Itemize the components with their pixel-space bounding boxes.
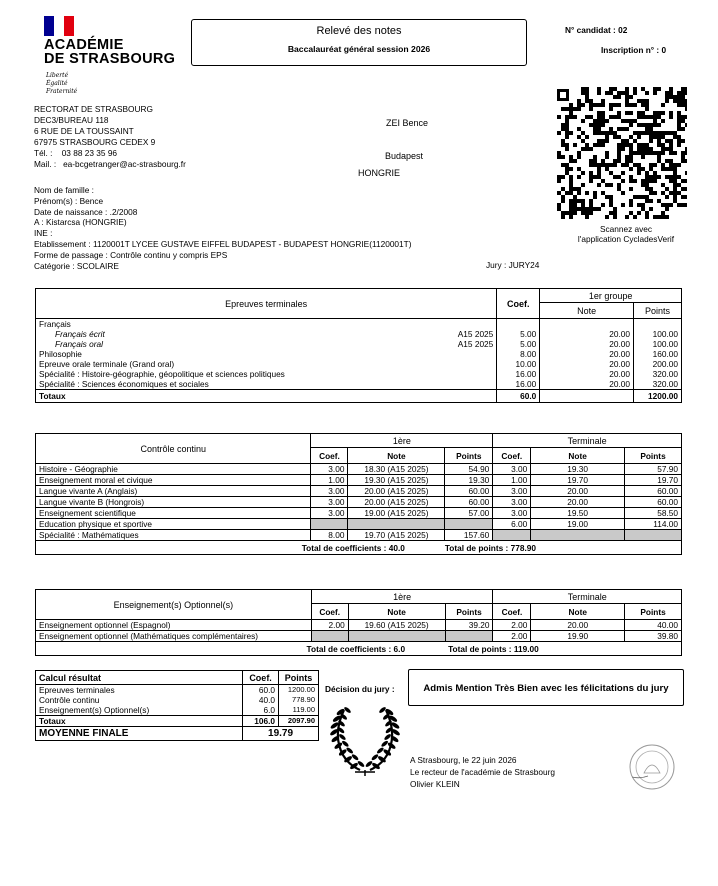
exam-label xyxy=(36,349,497,359)
first-year-coef xyxy=(311,631,348,642)
table-row xyxy=(36,475,682,486)
jury-decision-label: Décision du jury : xyxy=(325,684,395,694)
exam-coef: 8.00 xyxy=(497,349,540,359)
first-year-coef: 1.00 xyxy=(311,475,348,486)
exam-coef: 5.00 xyxy=(497,339,540,349)
calc-points-header: Points xyxy=(284,672,313,683)
exam-name: Epreuve orale terminale (Grand oral) xyxy=(39,359,175,369)
opt-header: Enseignement(s) Optionnel(s) xyxy=(36,590,312,620)
terminale-coef: 3.00 xyxy=(493,497,531,508)
exam-note: 20.00 xyxy=(540,359,634,369)
subject-label: Enseignement scientifique xyxy=(36,508,311,519)
opt-first-year: 1ère xyxy=(311,590,493,604)
first-year-note: 20.00 (A15 2025) xyxy=(348,486,445,497)
table-row xyxy=(36,379,682,390)
terminale-note xyxy=(531,530,625,541)
terminale-coef: 1.00 xyxy=(493,475,531,486)
terminale-note: 20.00 xyxy=(531,620,625,631)
terminale-note: 19.90 xyxy=(531,631,625,642)
first-year-points: 19.30 xyxy=(445,475,493,486)
jury-id: Jury : JURY24 xyxy=(486,260,540,270)
opt-terminale: Terminale xyxy=(493,590,682,604)
exam-note: 20.00 xyxy=(540,339,634,349)
cc-points2: Points xyxy=(625,448,682,464)
exam-label xyxy=(36,369,497,379)
first-year-note: 19.60 (A15 2025) xyxy=(348,620,445,631)
opt-total-points: Total de points : 119.00 xyxy=(448,643,539,654)
terminale-note: 19.30 xyxy=(531,464,625,475)
table-row xyxy=(36,631,682,642)
opt-points1: Points xyxy=(445,604,493,620)
first-year-note: 18.30 (A15 2025) xyxy=(348,464,445,475)
note-header: Note xyxy=(540,303,634,319)
subject-label: Enseignement optionnel (Mathématiques complémentaires) xyxy=(36,631,312,642)
exam-label xyxy=(36,339,497,349)
exam-points: 100.00 xyxy=(652,339,678,349)
official-seal-icon xyxy=(628,743,676,791)
subject-label: Langue vivante B (Hongrois) xyxy=(36,497,311,508)
signature-block: A Strasbourg, le 22 juin 2026 Le recteur de l'académie de Strasbourg Olivier KLEIN xyxy=(410,755,556,789)
first-year-note xyxy=(348,519,445,530)
terminale-points: 114.00 xyxy=(653,519,678,529)
calc-coef: 60.0 xyxy=(243,685,279,696)
opt-note2: Note xyxy=(531,604,625,620)
first-year-coef: 3.00 xyxy=(311,508,348,519)
terminale-points: 19.70 xyxy=(657,475,678,485)
table-row xyxy=(36,486,682,497)
exam-note: 20.00 xyxy=(540,379,634,390)
first-year-note: 19.70 (A15 2025) xyxy=(348,530,445,541)
calc-label: Contrôle continu xyxy=(36,695,243,705)
terminale-points: 57.90 xyxy=(657,464,678,474)
calc-label: Epreuves terminales xyxy=(36,685,243,696)
subject-label: Enseignement moral et civique xyxy=(36,475,311,486)
exam-name: Français xyxy=(39,319,71,329)
qr-code xyxy=(557,87,687,219)
exam-note: 20.00 xyxy=(540,329,634,339)
calc-points: 119.00 xyxy=(292,705,315,714)
calc-total-coef: 106.0 xyxy=(243,716,279,727)
document-title-box xyxy=(191,19,527,66)
exam-coef: 10.00 xyxy=(497,359,540,369)
table-row xyxy=(36,464,682,475)
subject-label: Langue vivante A (Anglais) xyxy=(36,486,311,497)
calc-label: Enseignement(s) Optionnel(s) xyxy=(36,705,243,716)
cc-note2: Note xyxy=(531,448,625,464)
first-year-points: 60.00 xyxy=(445,486,493,497)
table-row xyxy=(36,497,682,508)
terminale-note: 19.00 xyxy=(531,519,625,530)
exam-note xyxy=(540,319,634,330)
table-row xyxy=(36,620,682,631)
terminale-note: 20.00 xyxy=(531,497,625,508)
first-year-points: 54.90 xyxy=(445,464,493,475)
exam-points: 200.00 xyxy=(652,359,678,369)
table-row xyxy=(36,329,682,339)
cc-note1: Note xyxy=(348,448,445,464)
subject-label: Histoire - Géographie xyxy=(36,464,311,475)
recipient-country: HONGRIE xyxy=(358,168,401,178)
scan-instructions: Scannez avec l'application CycladesVerif xyxy=(577,224,675,244)
opt-coef1: Coef. xyxy=(311,604,348,620)
table-row xyxy=(36,319,682,330)
republic-motto: Liberté Égalité Fraternité xyxy=(46,72,78,95)
first-year-points xyxy=(445,519,493,530)
exam-points: 320.00 xyxy=(652,369,678,379)
calc-points: 1200.00 xyxy=(287,685,315,694)
terminale-coef: 3.00 xyxy=(493,464,531,475)
candidate-identity: Nom de famille : Prénom(s) : Bence Date de naissance : .2/2008 A : Kistarcsa (HONGRIE) INE : Etablissement : 1120001T LYCEE GUSTAVE EIFFEL BUDAPEST - BUDAPEST HONGRIE(1120001T) Forme de passage : Contrôle continu y compris EPS Catégorie : SCOLAIRE xyxy=(34,185,412,271)
exam-name: Spécialité : Sciences économiques et sociales xyxy=(39,379,209,389)
calc-header: Calcul résultat xyxy=(36,671,243,685)
totals-label: Totaux xyxy=(36,390,497,403)
terminale-points: 40.00 xyxy=(657,620,678,630)
final-average-label: MOYENNE FINALE xyxy=(36,727,243,741)
terminale-coef: 2.00 xyxy=(493,631,531,642)
marianne-logo-flag xyxy=(44,16,74,36)
terminale-coef: 6.00 xyxy=(493,519,531,530)
table-row xyxy=(36,339,682,349)
terminale-note: 19.70 xyxy=(531,475,625,486)
result-calculation-table xyxy=(35,670,319,741)
first-year-points: 39.20 xyxy=(445,620,493,631)
table-row xyxy=(36,530,682,541)
terminale-coef xyxy=(493,530,531,541)
terminale-coef: 3.00 xyxy=(493,486,531,497)
first-year-points: 60.00 xyxy=(445,497,493,508)
points-header: Points xyxy=(634,303,682,319)
academie-name: ACADÉMIE DE STRASBOURG xyxy=(44,37,176,67)
opt-coef2: Coef. xyxy=(493,604,531,620)
terminale-note: 19.50 xyxy=(531,508,625,519)
table-row xyxy=(36,705,319,716)
terminal-exams-table xyxy=(35,288,682,403)
table-row xyxy=(36,519,682,530)
terminale-coef: 3.00 xyxy=(493,508,531,519)
exam-points: 100.00 xyxy=(652,329,678,339)
optional-courses-table xyxy=(35,589,682,656)
group-header: 1er groupe xyxy=(540,289,682,303)
cc-total-coef: Total de coefficients : 40.0 xyxy=(301,542,405,553)
first-year-points: 57.00 xyxy=(445,508,493,519)
exam-coef: 16.00 xyxy=(497,369,540,379)
terminale-note: 20.00 xyxy=(531,486,625,497)
first-year-coef: 3.00 xyxy=(311,486,348,497)
exam-points: 160.00 xyxy=(652,349,678,359)
opt-note1: Note xyxy=(348,604,445,620)
recipient-city: Budapest xyxy=(385,151,424,161)
document-subtitle: Baccalauréat général session 2026 xyxy=(287,44,431,54)
totals-coef: 60.0 xyxy=(497,390,540,403)
exam-note: 20.00 xyxy=(540,369,634,379)
table-row xyxy=(36,369,682,379)
calc-total-points: 2097.90 xyxy=(287,716,315,725)
terminal-header: Epreuves terminales xyxy=(36,289,497,319)
exam-points: 320.00 xyxy=(652,379,678,389)
jury-decision-value: Admis Mention Très Bien avec les félicitations du jury xyxy=(423,683,669,694)
exam-label xyxy=(36,329,497,339)
table-row xyxy=(36,508,682,519)
cc-points1: Points xyxy=(445,448,493,464)
exam-label xyxy=(36,319,497,330)
terminale-points: 58.50 xyxy=(657,508,678,518)
subject-label: Enseignement optionnel (Espagnol) xyxy=(36,620,312,631)
calc-total-label: Totaux xyxy=(36,716,243,727)
terminale-points xyxy=(625,530,682,541)
exam-coef: 5.00 xyxy=(497,329,540,339)
terminale-points: 60.00 xyxy=(657,497,678,507)
exam-label xyxy=(36,359,497,369)
exam-name: Français oral xyxy=(55,339,103,349)
first-year-note: 19.30 (A15 2025) xyxy=(348,475,445,486)
calc-coef-header: Coef. xyxy=(243,671,279,685)
first-year-note xyxy=(348,631,445,642)
calc-points: 778.90 xyxy=(292,695,315,704)
contact-email: ea-bcgetranger@ac-strasbourg.fr xyxy=(63,159,186,170)
table-row xyxy=(36,685,319,696)
exam-session: A15 2025 xyxy=(457,329,494,339)
document-title: Relevé des notes xyxy=(316,25,402,37)
exam-coef: 16.00 xyxy=(497,379,540,390)
laurel-wreath-icon xyxy=(330,700,400,780)
exam-label xyxy=(36,379,497,390)
opt-total-coef: Total de coefficients : 6.0 xyxy=(306,643,406,654)
subject-label: Spécialité : Mathématiques xyxy=(36,530,311,541)
terminale-coef: 2.00 xyxy=(493,620,531,631)
exam-note: 20.00 xyxy=(540,349,634,359)
first-year-coef: 3.00 xyxy=(311,497,348,508)
exam-name: Spécialité : Histoire-géographie, géopolitique et sciences politiques xyxy=(39,369,285,379)
sender-address: RECTORAT DE STRASBOURG DEC3/BUREAU 118 6 RUE DE LA TOUSSAINT 67975 STRASBOURG CEDEX 9 Tél. : 03 88 23 35 96 Mail. : ea-bcgetranger@ac-strasbourg.fr xyxy=(34,104,186,170)
calc-coef: 6.0 xyxy=(243,705,279,716)
first-year-points: 157.60 xyxy=(445,530,493,541)
inscription-number: Inscription n° : 0 xyxy=(601,45,667,55)
cc-coef2: Coef. xyxy=(493,448,531,464)
candidate-number: N° candidat : 02 xyxy=(565,25,628,35)
totals-points: 1200.00 xyxy=(648,391,678,401)
first-year-points xyxy=(445,631,493,642)
subject-label: Education physique et sportive xyxy=(36,519,311,530)
terminale-points: 39.80 xyxy=(657,631,678,641)
first-year-coef: 2.00 xyxy=(311,620,348,631)
first-year-coef xyxy=(311,519,348,530)
coef-header: Coef. xyxy=(497,289,540,319)
first-year-coef: 3.00 xyxy=(311,464,348,475)
cc-coef1: Coef. xyxy=(311,448,348,464)
exam-points xyxy=(634,319,682,330)
opt-points2: Points xyxy=(625,604,682,620)
first-year-note: 19.00 (A15 2025) xyxy=(348,508,445,519)
exam-coef xyxy=(497,319,540,330)
jury-decision-box xyxy=(408,669,684,706)
first-year-coef: 8.00 xyxy=(311,530,348,541)
table-row xyxy=(36,359,682,369)
table-row xyxy=(36,695,319,705)
cc-header: Contrôle continu xyxy=(36,434,311,464)
exam-name: Philosophie xyxy=(39,349,82,359)
final-average-value: 19.79 xyxy=(268,727,294,739)
recipient-name: ZEI Bence xyxy=(386,118,429,128)
continuous-assessment-table xyxy=(35,433,682,555)
first-year-note: 20.00 (A15 2025) xyxy=(348,497,445,508)
exam-name: Français écrit xyxy=(55,329,105,339)
cc-terminale: Terminale xyxy=(493,434,682,448)
exam-session: A15 2025 xyxy=(457,339,494,349)
terminale-points: 60.00 xyxy=(657,486,678,496)
table-row xyxy=(36,349,682,359)
cc-total-points: Total de points : 778.90 xyxy=(444,542,536,553)
calc-coef: 40.0 xyxy=(243,695,279,705)
cc-first-year: 1ère xyxy=(311,434,493,448)
